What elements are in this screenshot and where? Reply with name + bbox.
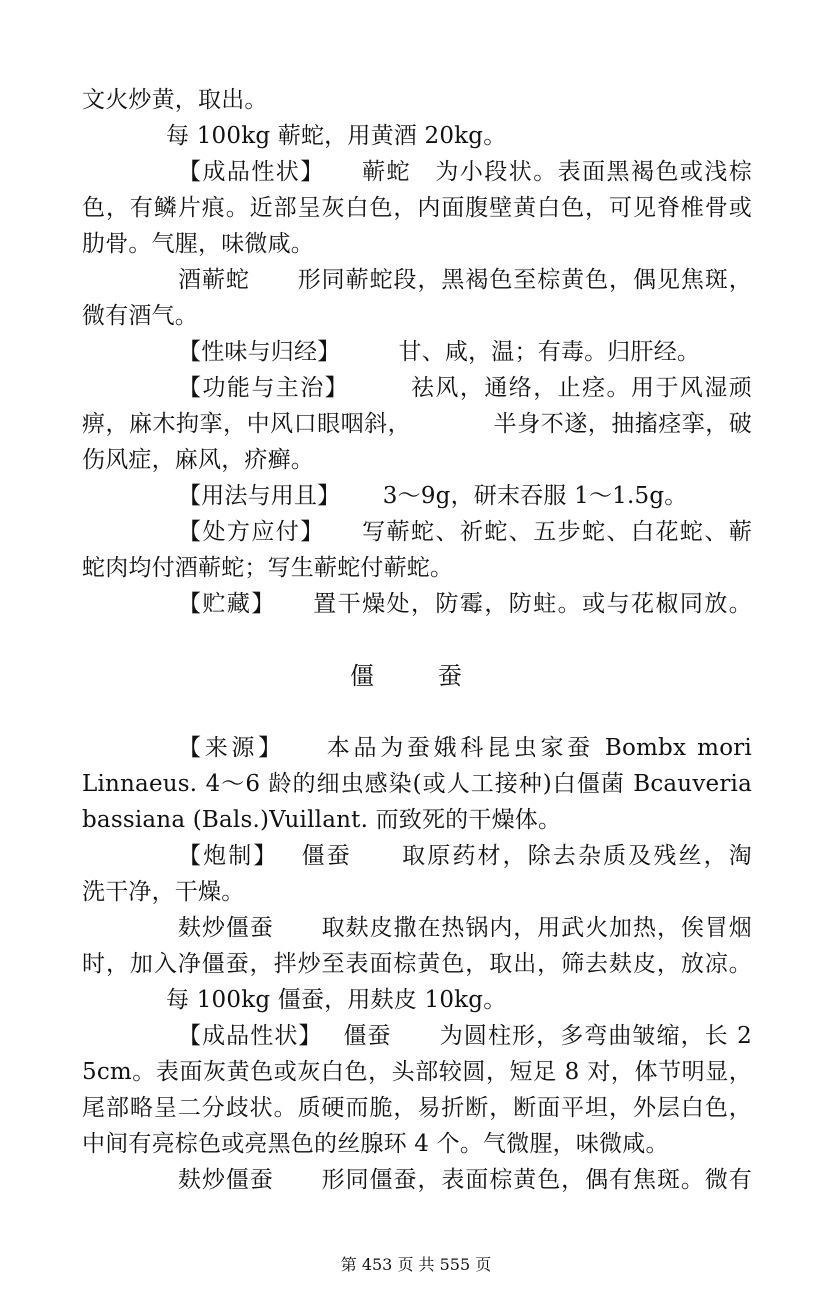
- text-line: 麸炒僵蚕 形同僵蚕，表面棕黄色，偶有焦斑。微有: [178, 1167, 752, 1193]
- text-line: 【炮制】 僵蚕 取原药材，除去杂质及残丝，淘: [178, 843, 752, 869]
- text-line: 【功能与主治】 祛风，通络，止痉。用于风湿顽: [178, 375, 752, 401]
- text-line: 麸炒僵蚕 取麸皮撒在热锅内，用武火加热，俟冒烟: [178, 915, 752, 941]
- text-line: 伤风症，麻风，疥癣。: [82, 447, 314, 473]
- text-line: bassiana (Bals.)Vuillant. 而致死的干燥体。: [82, 807, 562, 833]
- text-line: 文火炒黄，取出。: [82, 87, 268, 113]
- text-line: 【成品性状】 蕲蛇 为小段状。表面黑褐色或浅棕: [178, 159, 752, 185]
- text-line: 【来源】 本品为蚕娥科昆虫家蚕 Bombx mori: [178, 735, 752, 761]
- text-line: 中间有亮棕色或亮黑色的丝腺环 4 个。气微腥，味微咸。: [82, 1131, 669, 1157]
- text-line: Linnaeus. 4～6 龄的细虫感染(或人工接种)白僵菌 Bcauveria: [82, 771, 752, 797]
- text-line: 洗干净，干燥。: [82, 879, 245, 905]
- text-line: 尾部略呈二分歧状。质硬而脆，易折断，断面平坦，外层白色，: [82, 1095, 752, 1121]
- page-number-footer: 第 453 页 共 555 页: [340, 1255, 492, 1274]
- text-line: 【成品性状】 僵蚕 为圆柱形，多弯曲皱缩，长 2: [178, 1023, 752, 1049]
- text-line: 微有酒气。: [82, 303, 198, 329]
- text-line: 【用法与用且】 3～9g，研末吞服 1～1.5g。: [178, 483, 688, 509]
- text-line: 酒蕲蛇 形同蕲蛇段，黑褐色至棕黄色，偶见焦斑，: [178, 267, 752, 293]
- text-line: 【处方应付】 写蕲蛇、祈蛇、五步蛇、白花蛇、蕲: [178, 519, 752, 545]
- text-line: 肋骨。气腥，味微咸。: [82, 231, 314, 257]
- text-line: 痹，麻木拘挛，中风口眼咽斜， 半身不遂，抽搐痉挛，破: [82, 411, 752, 437]
- section-title: 僵 蚕: [350, 662, 482, 690]
- text-line: 5cm。表面灰黄色或灰白色，头部较圆，短足 8 对，体节明显，: [82, 1059, 752, 1085]
- text-line: 每 100kg 僵蚕，用麸皮 10kg。: [166, 987, 507, 1013]
- text-line: 【性味与归经】 甘、咸，温；有毒。归肝经。: [178, 339, 701, 365]
- text-line: 每 100kg 蕲蛇，用黄酒 20kg。: [166, 123, 507, 149]
- text-line: 时，加入净僵蚕，拌炒至表面棕黄色，取出，筛去麸皮，放凉。: [82, 951, 752, 977]
- text-line: 蛇肉均付酒蕲蛇；写生蕲蛇付蕲蛇。: [82, 555, 454, 581]
- text-line: 【贮藏】 置干燥处，防霉，防蛀。或与花椒同放。: [178, 591, 752, 617]
- text-line: 色，有鳞片痕。近部呈灰白色，内面腹壁黄白色，可见脊椎骨或: [82, 195, 752, 221]
